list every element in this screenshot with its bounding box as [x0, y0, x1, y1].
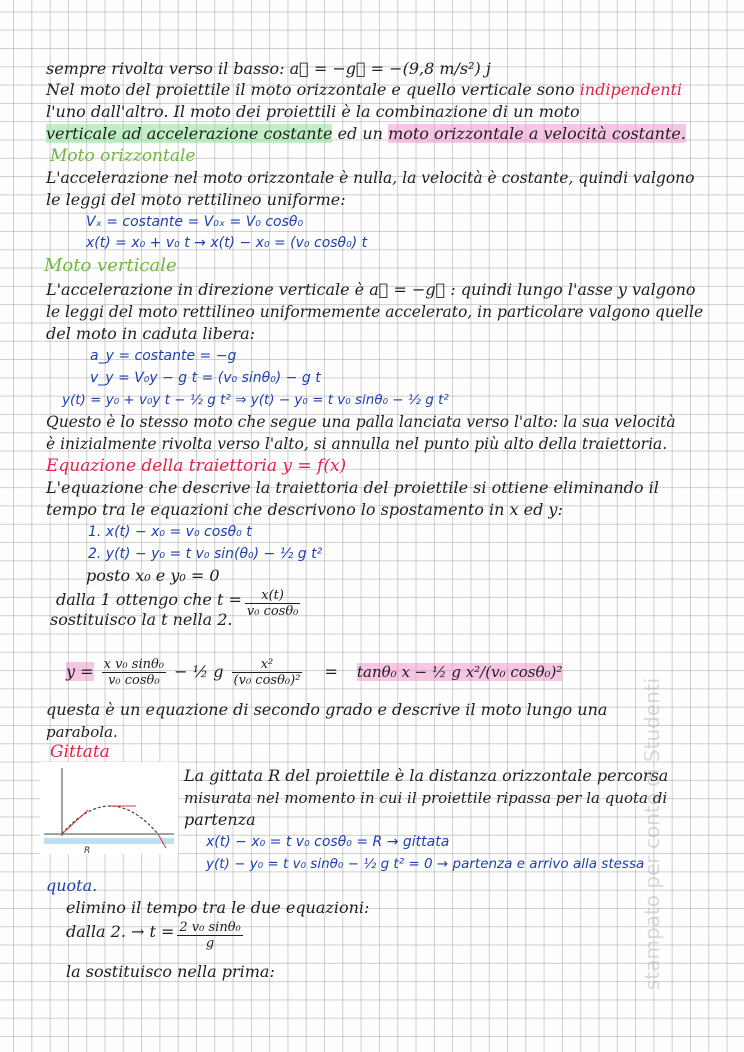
fraction-t-num: x(t) — [245, 588, 301, 604]
eq-fraction-2-num: x² — [232, 657, 303, 673]
text-line-7: L'accelerazione in direzione verticale è a⃗ = −g⃗ : quindi lungo l'asse y valgono — [46, 280, 696, 299]
text-line-12: L'equazione che descrive la traiettoria del proiettile si ottiene eliminando il — [46, 478, 659, 497]
fraction-t-den: v₀ cosθ₀ — [246, 604, 299, 619]
text-line-15-main: dalla 1 ottengo che t = — [56, 590, 242, 609]
text-line-20: misurata nel momento in cui il proiettile ripassa per la quota di — [184, 789, 668, 807]
text-line-4-mid: ed un — [337, 124, 383, 143]
formula-yt: y(t) = y₀ + v₀y t − ½ g t² ⇒ y(t) − y₀ = t v₀ sinθ₀ − ½ g t² — [62, 392, 449, 408]
fraction-t — [245, 588, 301, 619]
text-line-23: elimino il tempo tra le due equazioni: — [66, 898, 370, 917]
text-line-2-main: Nel moto del proiettile il moto orizzontale e quello verticale sono — [46, 80, 575, 99]
text-line-21: partenza — [184, 810, 256, 829]
formula-gittata-y: y(t) − y₀ = t v₀ sinθ₀ − ½ g t² = 0 → partenza e arrivo alla stessa — [206, 856, 645, 872]
formula-vx: Vₓ = costante = V₀ₓ = V₀ cosθ₀ — [86, 214, 304, 230]
text-line-24-main: dalla 2. → t = — [66, 922, 175, 941]
text-line-16: sostituisco la t nella 2. — [50, 610, 233, 629]
eq-fraction-1-num: x v₀ sinθ₀ — [103, 657, 165, 672]
eq-minus: − ½ g — [174, 662, 224, 681]
eq-fraction-1-den: v₀ cosθ₀ — [108, 673, 160, 688]
watermark-text: stampato per conto di Studenti — [640, 677, 664, 990]
fraction-t-gittata-den: g — [205, 936, 215, 951]
heading-equazione-traiettoria: Equazione della traiettoria y = f(x) — [46, 456, 347, 476]
heading-moto-verticale: Moto verticale — [44, 255, 177, 276]
formula-ay: a_y = costante = −g — [90, 348, 237, 364]
text-line-13: tempo tra le equazioni che descrivono lo spostamento in x ed y: — [46, 500, 563, 519]
fraction-t-gittata — [177, 920, 242, 951]
text-line-8: le leggi del moto rettilineo uniformemente accelerato, in particolare valgono quelle — [46, 303, 704, 321]
text-line-24 — [66, 920, 246, 951]
text-line-2 — [46, 80, 682, 100]
eq-fraction-2 — [232, 657, 303, 688]
eq-equals: = — [324, 662, 338, 681]
text-line-9: del moto in caduta libera: — [46, 324, 255, 343]
text-line-25: la sostituisco nella prima: — [66, 962, 275, 981]
text-line-3: l'uno dall'altro. Il moto dei proiettili è la combinazione di un moto — [46, 102, 580, 121]
diagram-label-r: R — [84, 846, 91, 854]
text-line-22: quota. — [46, 876, 98, 895]
eq-y: y = — [66, 662, 94, 681]
trajectory-equation — [66, 654, 562, 690]
formula-eq1: 1. x(t) − x₀ = v₀ cosθ₀ t — [88, 524, 252, 540]
formula-eq2: 2. y(t) − y₀ = t v₀ sin(θ₀) − ½ g t² — [88, 546, 323, 562]
highlight-word-indipendenti: indipendenti — [579, 80, 683, 99]
text-line-1: sempre rivolta verso il basso: a⃗ = −g⃗ = −(9,8 m/s²) j — [46, 59, 491, 78]
text-line-19: La gittata R del proiettile è la distanza orizzontale percorsa — [184, 766, 669, 785]
text-line-4 — [46, 124, 686, 144]
eq-result: tanθ₀ x − ½ g x²/(v₀ cosθ₀)² — [357, 663, 563, 681]
text-line-17: questa è un equazione di secondo grado e descrive il moto lungo una — [46, 700, 608, 719]
text-line-5: L'accelerazione nel moto orizzontale è nulla, la velocità è costante, quindi valgono — [46, 169, 695, 187]
text-line-6: le leggi del moto rettilineo uniforme: — [46, 190, 346, 209]
formula-gittata-x: x(t) − x₀ = t v₀ cosθ₀ = R → gittata — [206, 834, 450, 850]
eq-fraction-2-den: (v₀ cosθ₀)² — [233, 673, 301, 688]
highlight-horizontal-motion: moto orizzontale a velocità costante. — [388, 124, 686, 143]
text-line-14: posto x₀ e y₀ = 0 — [86, 566, 220, 585]
text-line-10: Questo è lo stesso moto che segue una palla lanciata verso l'alto: la sua velocità — [46, 413, 676, 431]
diagram-ground — [44, 838, 174, 844]
projectile-diagram — [40, 762, 178, 854]
heading-gittata: Gittata — [50, 742, 110, 762]
text-line-18: parabola. — [46, 723, 118, 741]
heading-moto-orizzontale: Moto orizzontale — [50, 146, 196, 166]
formula-xt: x(t) = x₀ + v₀ t → x(t) − x₀ = (v₀ cosθ₀) t — [86, 235, 368, 251]
formula-vy: v_y = V₀y − g t = (v₀ sinθ₀) − g t — [90, 370, 321, 386]
fraction-t-gittata-num: 2 v₀ sinθ₀ — [179, 920, 241, 935]
text-line-11: è inizialmente rivolta verso l'alto, si annulla nel punto più alto della traiettoria. — [46, 435, 668, 453]
highlight-vertical-motion: verticale ad accelerazione costante — [46, 124, 333, 143]
eq-fraction-1 — [102, 657, 166, 688]
